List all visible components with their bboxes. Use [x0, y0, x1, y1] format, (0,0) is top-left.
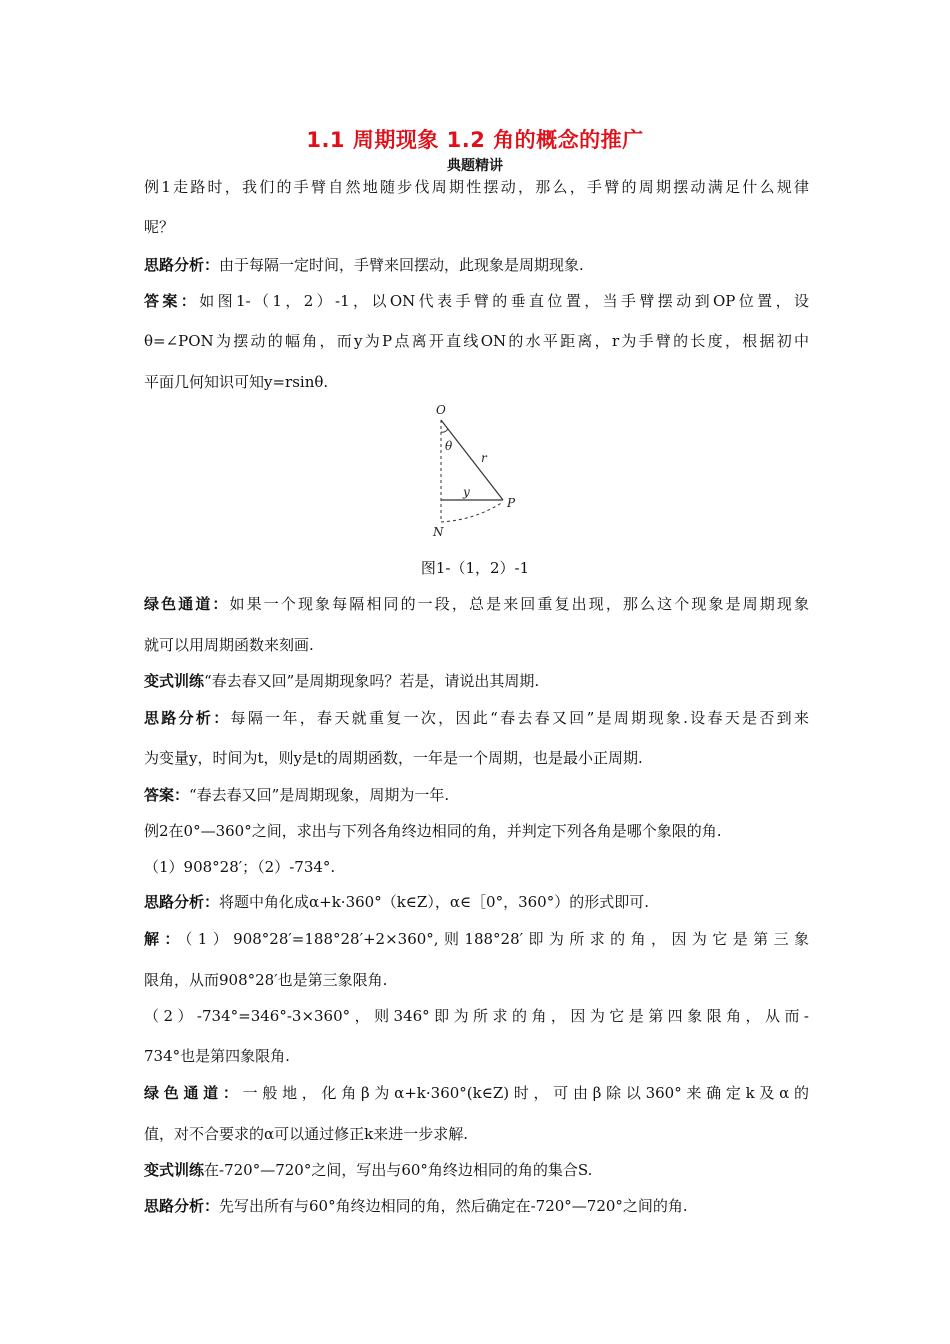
green-channel-2-line-1	[144, 1082, 809, 1104]
analysis-2-line-1	[144, 707, 809, 729]
solution-line-2: 限角，从而908°28′也是第三象限角.	[144, 971, 388, 989]
green-channel-1-line-1	[144, 593, 809, 615]
angle-arc	[441, 429, 448, 432]
analysis-4-label: 思路分析：	[144, 1197, 220, 1215]
answer-2-label: 答案：	[144, 786, 190, 804]
answer-1-text-1: 如图1-（1，2）-1，以ON代表手臂的垂直位置，当手臂摆动到OP位置，设	[199, 292, 809, 310]
solution-label: 解：	[144, 930, 185, 948]
solution-text-1: （1）908°28′=188°28′+2×360°,则188°28′即为所求的角，因为它是第三象	[184, 930, 809, 948]
answer-2	[144, 784, 809, 806]
analysis-3-text: 将题中角化成α+k·360°（k∈Z），α∈［0°，360°）的形式即可.	[219, 893, 649, 911]
green-channel-1-line-2: 就可以用周期函数来刻画.	[144, 636, 314, 654]
analysis-2-text: 每隔一年，春天就重复一次，因此“春去春又回”是周期现象.设春天是否到来	[230, 709, 809, 727]
variant-2	[144, 1159, 809, 1181]
section-subtitle: 典题精讲	[447, 158, 503, 174]
green-channel-1-text: 如果一个现象每隔相同的一段，总是来回重复出现，那么这个现象是周期现象	[229, 595, 809, 613]
example-2-line-2: （1）908°28′；（2）-734°.	[144, 858, 336, 876]
analysis-1-text: 由于每隔一定时间，手臂来回摆动，此现象是周期现象.	[219, 256, 584, 274]
page-title: 1.1 周期现象 1.2 角的概念的推广	[306, 128, 644, 152]
variant-1-text: “春去春又回”是周期现象吗？若是，请说出其周期.	[204, 672, 540, 690]
answer-2-text: “春去春又回”是周期现象，周期为一年.	[189, 786, 450, 804]
pendulum-figure	[405, 398, 545, 548]
label-r: r	[481, 451, 487, 465]
swing-arc	[441, 502, 503, 522]
green-channel-1-label: 绿色通道：	[144, 595, 230, 613]
label-p: P	[507, 496, 516, 510]
analysis-3	[144, 891, 809, 913]
green-channel-2-label: 绿色通道：	[144, 1084, 243, 1102]
analysis-1-label: 思路分析：	[144, 256, 220, 274]
label-n: N	[433, 525, 444, 539]
figure-caption: 图1-（1，2）-1	[420, 559, 530, 577]
label-theta: θ	[445, 439, 453, 453]
variant-2-label: 变式训练	[144, 1161, 205, 1179]
label-y: y	[463, 485, 470, 499]
example-2-line-1: 例2在0°—360°之间，求出与下列各角终边相同的角，并判定下列各角是哪个象限的角.	[144, 822, 722, 840]
analysis-1	[144, 254, 809, 276]
example-1-line-1: 例1走路时，我们的手臂自然地随步伐周期性摆动，那么，手臂的周期摆动满足什么规律	[144, 178, 809, 196]
example-1-line-2: 呢？	[144, 218, 175, 236]
analysis-3-label: 思路分析：	[144, 893, 220, 911]
solution-line-4: 734°也是第四象限角.	[144, 1047, 290, 1065]
solution-line-1	[144, 928, 809, 950]
answer-1-line-1	[144, 290, 809, 312]
variant-1-label: 变式训练	[144, 672, 205, 690]
analysis-4	[144, 1195, 809, 1217]
analysis-4-text: 先写出所有与60°角终边相同的角，然后确定在-720°—720°之间的角.	[219, 1197, 688, 1215]
analysis-2-line-2: 为变量y，时间为t，则y是t的周期函数，一年是一个周期，也是最小正周期.	[144, 749, 643, 767]
variant-1	[144, 670, 809, 692]
answer-1-line-2: θ=∠PON为摆动的幅角，而y为P点离开直线ON的水平距离，r为手臂的长度，根据初中	[144, 332, 809, 350]
arm-line-op	[441, 420, 503, 500]
analysis-2-label: 思路分析：	[144, 709, 231, 727]
label-o: O	[436, 403, 446, 417]
green-channel-2-text: 一般地，化角β为α+k·360°(k∈Z)时，可由β除以360°来确定k及α的	[242, 1084, 809, 1102]
green-channel-2-line-2: 值，对不合要求的α可以通过修正k来进一步求解.	[144, 1125, 468, 1143]
variant-2-text: 在-720°—720°之间，写出与60°角终边相同的角的集合S.	[204, 1161, 593, 1179]
pendulum-diagram	[405, 398, 545, 548]
solution-line-3: （2）-734°=346°-3×360°，则346°即为所求的角，因为它是第四象限角，从而-	[144, 1007, 809, 1025]
answer-1-line-3: 平面几何知识可知y=rsinθ.	[144, 373, 329, 391]
answer-1-label: 答案：	[144, 292, 200, 310]
